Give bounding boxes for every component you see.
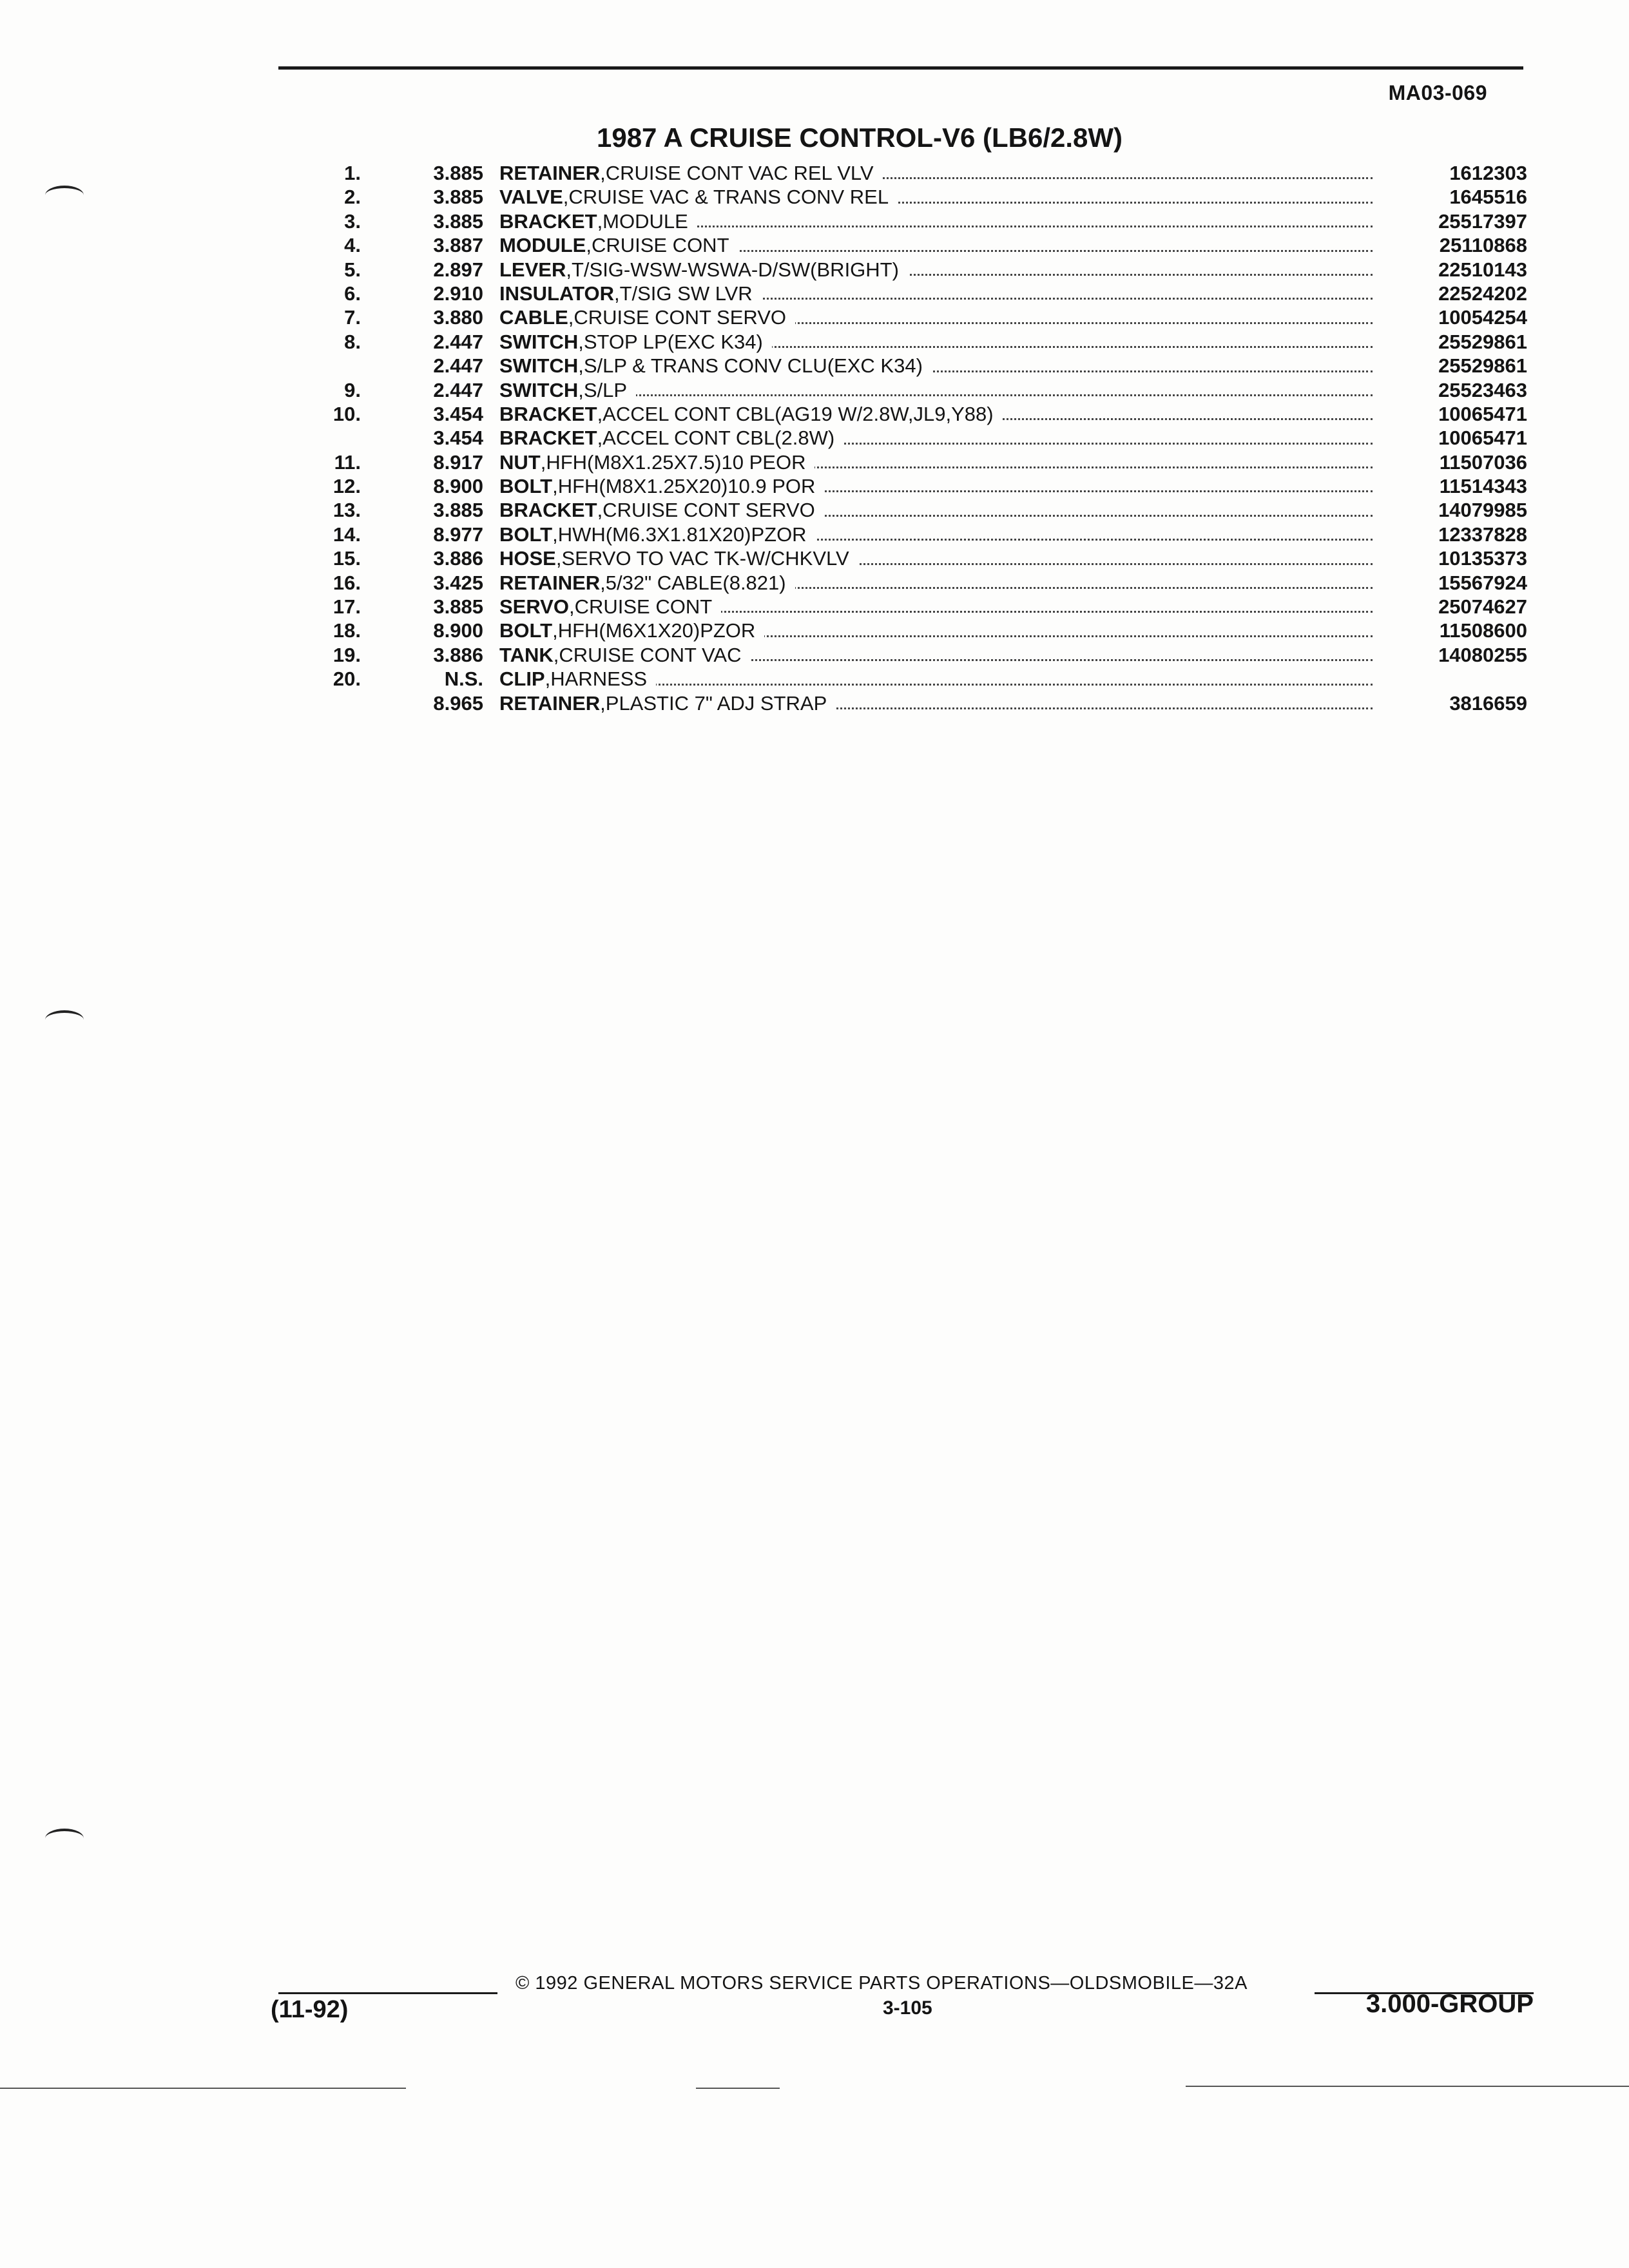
group-number: 3.880 — [433, 306, 483, 329]
part-name: RETAINER — [499, 162, 601, 184]
group-number: 3.885 — [433, 209, 483, 233]
part-detail: ,HWH(M6.3X1.81X20)PZOR — [552, 523, 807, 546]
part-detail: ,STOP LP(EXC K34) — [578, 330, 763, 353]
part-name: LEVER — [499, 258, 566, 281]
part-description — [499, 258, 1373, 282]
table-row — [309, 402, 1527, 426]
part-name: BRACKET — [499, 402, 597, 425]
part-detail: ,HFH(M8X1.25X20)10.9 POR — [552, 475, 816, 498]
ref-number: 4. — [344, 234, 361, 257]
part-detail: ,CRUISE CONT SERVO — [597, 499, 815, 522]
part-number: 10054254 — [1438, 306, 1527, 329]
table-row — [309, 185, 1527, 209]
table-row — [309, 474, 1527, 498]
group-number: 2.447 — [433, 330, 483, 353]
table-row — [309, 571, 1527, 595]
part-detail: ,CRUISE VAC & TRANS CONV REL — [563, 186, 889, 209]
part-number: 25529861 — [1438, 330, 1527, 353]
part-description — [499, 378, 1373, 402]
part-name: SWITCH — [499, 354, 579, 378]
part-description — [499, 523, 1373, 546]
part-description — [499, 354, 1373, 378]
table-row — [309, 643, 1527, 667]
part-number: 3816659 — [1449, 691, 1527, 715]
group-number: 2.897 — [433, 258, 483, 281]
group-number: 8.900 — [433, 619, 483, 642]
part-name: MODULE — [499, 234, 586, 257]
part-name: CABLE — [499, 306, 568, 329]
part-name: BRACKET — [499, 499, 597, 522]
part-detail: ,HFH(M8X1.25X7.5)10 PEOR — [540, 450, 806, 474]
ref-number: 20. — [333, 668, 361, 691]
scan-edge-line — [1186, 2086, 1629, 2087]
part-number: 12337828 — [1438, 523, 1527, 546]
part-detail: ,CRUISE CONT SERVO — [568, 306, 786, 329]
ref-number: 5. — [344, 258, 361, 281]
ref-number: 1. — [344, 162, 361, 184]
table-row — [309, 667, 1527, 691]
table-row — [309, 546, 1527, 570]
part-detail: ,S/LP — [578, 378, 628, 401]
group-number: 8.900 — [433, 475, 483, 498]
table-row — [309, 305, 1527, 329]
part-number: 1645516 — [1449, 186, 1527, 209]
parts-list — [309, 161, 1527, 715]
part-detail: ,SERVO TO VAC TK-W/CHKVLV — [555, 547, 849, 570]
part-description — [499, 498, 1373, 522]
part-detail: ,CRUISE CONT — [586, 234, 729, 257]
part-description — [499, 330, 1373, 354]
ref-number: 2. — [344, 186, 361, 209]
ref-number: 11. — [334, 450, 361, 474]
part-name: VALVE — [499, 186, 563, 209]
page-number: 3-105 — [883, 1997, 932, 2019]
page-id: MA03-069 — [1388, 81, 1487, 104]
group-number: N.S. — [444, 668, 483, 691]
group-number: 3.886 — [433, 643, 483, 666]
part-detail: ,CRUISE CONT — [568, 595, 713, 619]
ref-number: 8. — [344, 330, 361, 353]
part-name: BRACKET — [499, 427, 597, 450]
table-row — [309, 426, 1527, 450]
revision-date: (11-92) — [271, 1996, 349, 2023]
ref-number: 10. — [333, 402, 361, 425]
part-name: HOSE — [499, 547, 556, 570]
table-row — [309, 258, 1527, 282]
part-number: 25517397 — [1438, 209, 1527, 233]
part-name: CLIP — [499, 668, 545, 691]
ref-number: 7. — [344, 306, 361, 329]
ref-number: 15. — [333, 547, 361, 570]
part-detail: ,T/SIG-WSW-WSWA-D/SW(BRIGHT) — [566, 258, 899, 281]
part-description — [499, 282, 1373, 305]
part-number: 25074627 — [1438, 595, 1527, 619]
part-description — [499, 691, 1373, 715]
part-detail: ,ACCEL CONT CBL(2.8W) — [597, 427, 835, 450]
part-number: 10065471 — [1438, 402, 1527, 425]
table-row — [309, 619, 1527, 642]
group-number: 8.917 — [433, 450, 483, 474]
part-description — [499, 474, 1373, 498]
part-detail: ,MODULE — [597, 209, 688, 233]
group-number: 3.454 — [433, 427, 483, 450]
part-description — [499, 619, 1373, 642]
part-detail: ,S/LP & TRANS CONV CLU(EXC K34) — [578, 354, 923, 378]
part-name: INSULATOR — [499, 282, 614, 305]
part-description — [499, 643, 1373, 667]
part-name: RETAINER — [499, 691, 601, 715]
part-description — [499, 402, 1373, 426]
binder-hole-mark — [45, 186, 84, 205]
part-number: 1612303 — [1449, 162, 1527, 184]
footer-rule-left — [278, 1992, 497, 1994]
ref-number: 14. — [333, 523, 361, 546]
part-description — [499, 546, 1373, 570]
ref-number: 12. — [333, 475, 361, 498]
part-name: BOLT — [499, 475, 553, 498]
group-number: 3.885 — [433, 186, 483, 209]
part-description — [499, 595, 1373, 619]
part-description — [499, 426, 1373, 450]
group-number: 8.977 — [433, 523, 483, 546]
table-row — [309, 354, 1527, 378]
part-detail: ,CRUISE CONT VAC — [553, 643, 742, 666]
table-row — [309, 595, 1527, 619]
part-description — [499, 185, 1373, 209]
part-detail: ,ACCEL CONT CBL(AG19 W/2.8W,JL9,Y88) — [597, 402, 994, 425]
group-number: 2.910 — [433, 282, 483, 305]
group-number: 3.885 — [433, 499, 483, 522]
table-row — [309, 330, 1527, 354]
part-name: RETAINER — [499, 571, 601, 594]
part-detail: ,PLASTIC 7" ADJ STRAP — [600, 691, 827, 715]
part-description — [499, 571, 1373, 595]
group-number: 3.885 — [433, 595, 483, 619]
part-number: 14080255 — [1438, 643, 1527, 666]
part-number: 10065471 — [1438, 427, 1527, 450]
table-row — [309, 209, 1527, 233]
table-row — [309, 282, 1527, 305]
part-detail: ,T/SIG SW LVR — [613, 282, 753, 305]
part-name: SWITCH — [499, 378, 579, 401]
part-name: SERVO — [499, 595, 569, 619]
part-number: 11514343 — [1439, 475, 1527, 498]
part-number: 22524202 — [1438, 282, 1527, 305]
copyright-notice: © 1992 GENERAL MOTORS SERVICE PARTS OPERATIONS—OLDSMOBILE—32A — [516, 1973, 1248, 1994]
part-number: 25523463 — [1438, 378, 1527, 401]
group-number: 3.425 — [433, 571, 483, 594]
group-number: 3.887 — [433, 234, 483, 257]
ref-number: 6. — [344, 282, 361, 305]
part-number: 14079985 — [1438, 499, 1527, 522]
group-number: 2.447 — [433, 378, 483, 401]
ref-number: 18. — [333, 619, 361, 642]
group-number: 2.447 — [433, 354, 483, 378]
table-row — [309, 378, 1527, 402]
part-number: 25110868 — [1439, 234, 1527, 257]
group-number: 3.885 — [433, 162, 483, 184]
part-name: SWITCH — [499, 330, 579, 353]
part-detail: ,HARNESS — [545, 668, 648, 691]
part-number: 11507036 — [1439, 450, 1527, 474]
part-description — [499, 667, 1373, 691]
ref-number: 17. — [333, 595, 361, 619]
part-number: 25529861 — [1438, 354, 1527, 378]
part-detail: ,5/32" CABLE(8.821) — [600, 571, 786, 594]
page-title: 1987 A CRUISE CONTROL-V6 (LB6/2.8W) — [596, 122, 1123, 153]
part-description — [499, 161, 1373, 185]
group-label: 3.000-GROUP — [1365, 1990, 1534, 2018]
scan-edge-line — [696, 2088, 780, 2089]
ref-number: 16. — [333, 571, 361, 594]
part-number: 10135373 — [1438, 547, 1527, 570]
part-description — [499, 305, 1373, 329]
part-name: BOLT — [499, 619, 553, 642]
part-number: 22510143 — [1438, 258, 1527, 281]
scan-edge-line — [0, 2088, 406, 2089]
group-number: 8.965 — [433, 691, 483, 715]
ref-number: 9. — [344, 378, 361, 401]
ref-number: 13. — [333, 499, 361, 522]
part-description — [499, 233, 1373, 257]
table-row — [309, 498, 1527, 522]
part-description — [499, 450, 1373, 474]
table-row — [309, 523, 1527, 546]
top-rule — [278, 66, 1523, 70]
binder-hole-mark — [45, 1010, 84, 1030]
group-number: 3.886 — [433, 547, 483, 570]
part-detail: ,HFH(M6X1X20)PZOR — [552, 619, 756, 642]
part-name: BRACKET — [499, 209, 597, 233]
table-row — [309, 233, 1527, 257]
ref-number: 19. — [333, 643, 361, 666]
part-detail: ,CRUISE CONT VAC REL VLV — [600, 162, 874, 184]
table-row — [309, 691, 1527, 715]
part-number: 11508600 — [1439, 619, 1527, 642]
ref-number: 3. — [344, 209, 361, 233]
group-number: 3.454 — [433, 402, 483, 425]
part-number: 15567924 — [1438, 571, 1527, 594]
binder-hole-mark — [45, 1829, 84, 1848]
table-row — [309, 161, 1527, 185]
table-row — [309, 450, 1527, 474]
part-name: TANK — [499, 643, 554, 666]
part-name: NUT — [499, 450, 541, 474]
part-description — [499, 209, 1373, 233]
part-name: BOLT — [499, 523, 553, 546]
